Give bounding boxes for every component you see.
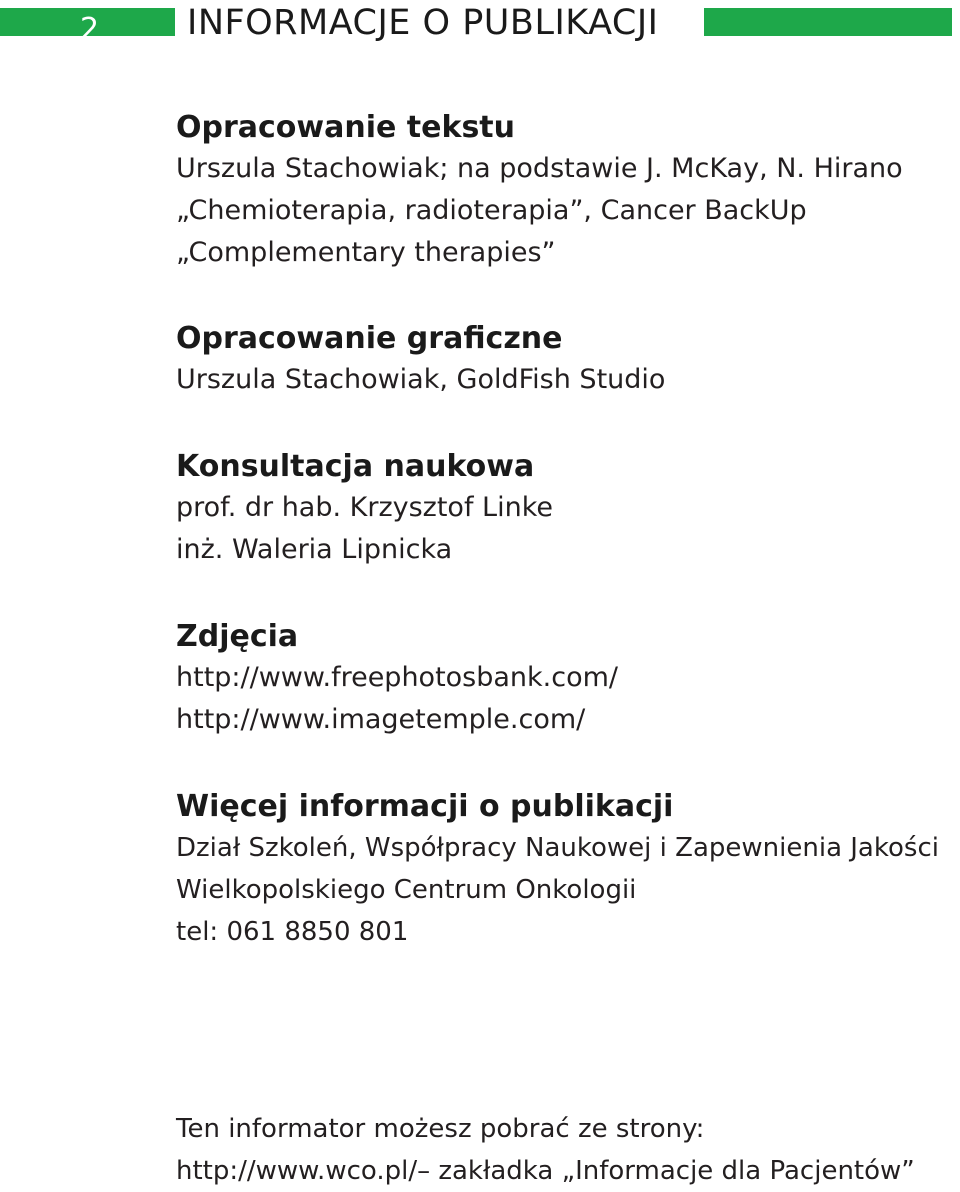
section-heading: Opracowanie tekstu: [176, 110, 515, 145]
section-heading: Opracowanie graficzne: [176, 321, 563, 356]
phone-number: tel: 061 8850 801: [176, 917, 409, 947]
download-note: Ten informator możesz pobrać ze strony:: [176, 1114, 705, 1144]
photo-link: http://www.imagetemple.com/: [176, 704, 586, 735]
section-line: Urszula Stachowiak; na podstawie J. McKay, N. Hirano: [176, 153, 903, 184]
page-header: [0, 0, 960, 46]
download-link: http://www.wco.pl/– zakładka „Informacje dla Pacjentów”: [176, 1156, 915, 1186]
section-line: „Complementary therapies”: [176, 237, 556, 268]
section-line: Urszula Stachowiak, GoldFish Studio: [176, 364, 666, 395]
header-accent-bar: [704, 8, 952, 36]
page-number: 2: [80, 12, 100, 47]
section-line: prof. dr hab. Krzysztof Linke: [176, 492, 553, 523]
section-photos: [176, 617, 956, 741]
section-more-info: [176, 787, 956, 953]
section-line: „Chemioterapia, radioterapia”, Cancer BackUp: [176, 195, 807, 226]
photo-link: http://www.freephotosbank.com/: [176, 662, 619, 693]
section-graphic-design: [176, 319, 956, 401]
section-heading: Więcej informacji o publikacji: [176, 789, 674, 824]
section-heading: Konsultacja naukowa: [176, 449, 535, 484]
page-title: INFORMACJE O PUBLIKACJI: [187, 3, 659, 43]
section-scientific-consultation: [176, 447, 956, 571]
section-line: Dział Szkoleń, Współpracy Naukowej i Zapewnienia Jakości: [176, 833, 939, 863]
page-number-bar: [0, 8, 175, 47]
section-line: Wielkopolskiego Centrum Onkologii: [176, 875, 637, 905]
section-text-preparation: [176, 108, 956, 274]
section-line: inż. Waleria Lipnicka: [176, 534, 453, 565]
section-heading: Zdjęcia: [176, 619, 299, 654]
download-footer: [176, 1108, 956, 1192]
